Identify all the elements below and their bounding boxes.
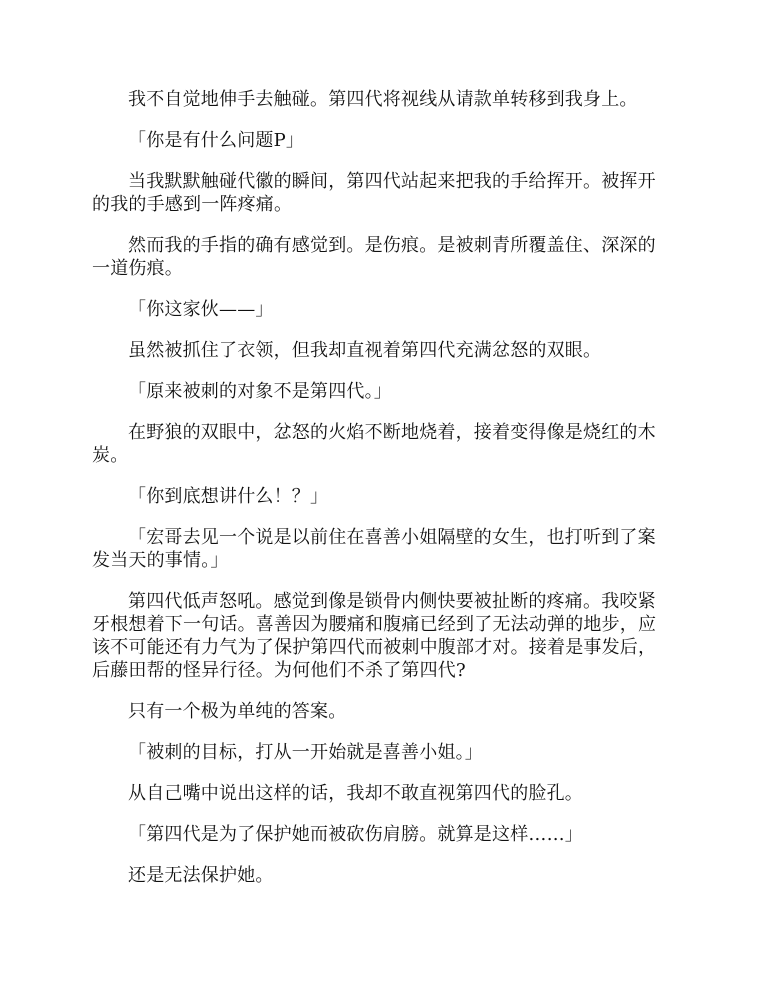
paragraph-1: 我不自觉地伸手去触碰。第四代将视线从请款单转移到我身上。 [128, 89, 638, 110]
paragraph-13: 「被刺的目标，打从一开始就是喜善小姐。」 [128, 742, 483, 763]
paragraph-12: 只有一个极为单纯的答案。 [128, 701, 347, 722]
paragraph-14: 从自己嘴中说出这样的话，我却不敢直视第四代的脸孔。 [128, 783, 583, 804]
paragraph-10: 「宏哥去见一个说是以前住在喜善小姐隔壁的女生，也打听到了案发当天的事情。」 [92, 527, 656, 571]
paragraph-8: 在野狼的双眼中，忿怒的火焰不断地烧着，接着变得像是烧红的木炭。 [92, 422, 656, 466]
paragraph-5: 「你这家伙——」 [128, 299, 274, 320]
paragraph-2: 「你是有什么问题P」 [128, 130, 305, 151]
document-page [92, 88, 672, 905]
paragraph-3: 当我默默触碰代徽的瞬间，第四代站起来把我的手给挥开。被挥开的我的手感到一阵疼痛。 [92, 171, 656, 215]
paragraph-11: 第四代低声怒吼。感觉到像是锁骨内侧快要被扯断的疼痛。我咬紧牙根想着下一句话。喜善因为腰痛和腹痛已经到了无法动弹的地步，应该不可能还有力气为了保护第四代而被刺中腹部才对。接着是事发后，后藤田帮的怪异行径。为何他们不杀了第四代? [92, 591, 657, 681]
paragraph-15: 「第四代是为了保护她而被砍伤肩膀。就算是这样……」 [128, 824, 583, 845]
paragraph-6: 虽然被抓住了衣领，但我却直视着第四代充满忿怒的双眼。 [128, 340, 602, 361]
paragraph-7: 「原来被刺的对象不是第四代。」 [128, 381, 392, 402]
paragraph-4: 然而我的手指的确有感觉到。是伤痕。是被刺青所覆盖住、深深的一道伤痕。 [92, 235, 656, 279]
paragraph-16: 还是无法保护她。 [128, 865, 274, 886]
paragraph-9: 「你到底想讲什么！？」 [128, 486, 329, 507]
